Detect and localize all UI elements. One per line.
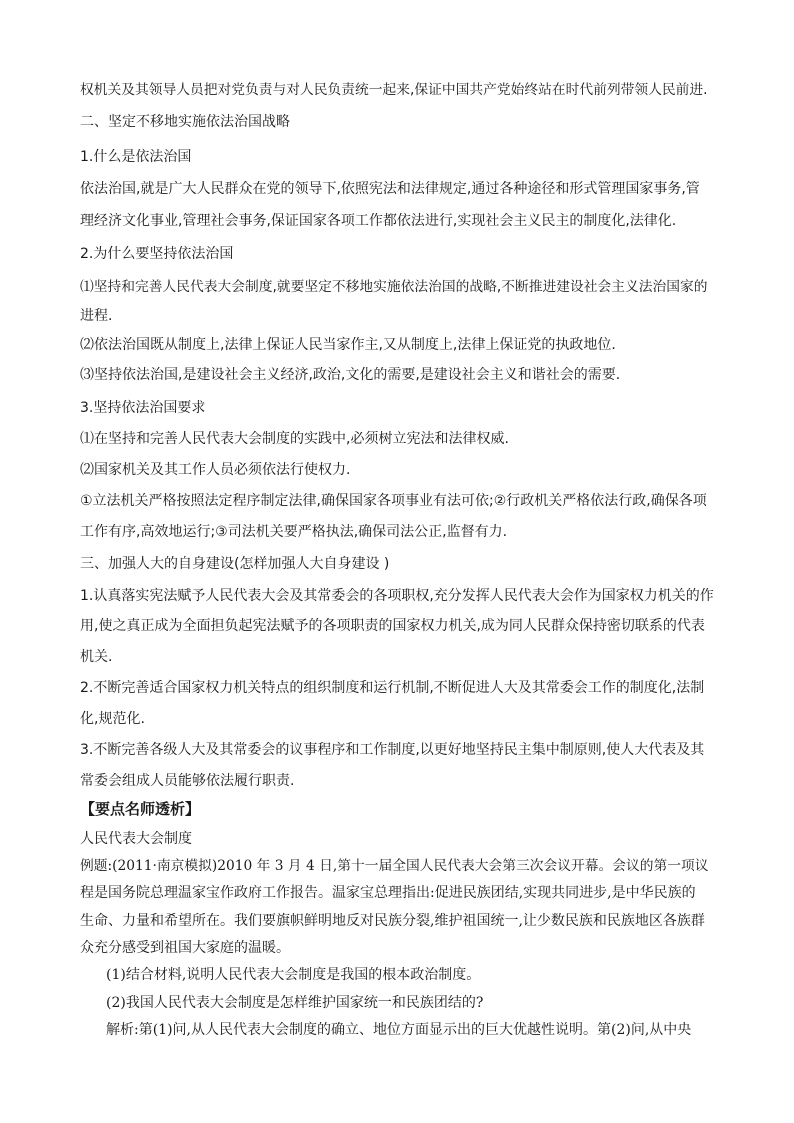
text-line: 机关.: [80, 649, 113, 665]
text-line: ⑵国家机关及其工作人员必须依法行使权力.: [80, 462, 351, 478]
text-line: 权机关及其领导人员把对党负责与对人民负责统一起来,保证中国共产党始终站在时代前列带领人民前进.: [80, 82, 708, 98]
question-item: (1)结合材料,说明人民代表大会制度是我国的根本政治制度。: [106, 967, 481, 983]
text-line: 理经济文化事业,管理社会事务,保证国家各项工作都依法进行,实现社会主义民主的制度化,法律化.: [80, 213, 677, 229]
analysis-line: 解析:第(1)问,从人民代表大会制度的确立、地位方面显示出的巨大优越性说明。第(2)问,从中央: [106, 1022, 692, 1038]
text-line: ⑵依法治国既从制度上,法律上保证人民当家作主,又从制度上,法律上保证党的执政地位.: [80, 337, 616, 353]
topic-title: 人民代表大会制度: [80, 831, 192, 847]
question-item: (2)我国人民代表大会制度是怎样维护国家统一和民族团结的?: [106, 995, 484, 1011]
text-line: 化,规范化.: [80, 711, 145, 727]
text-line: 工作有序,高效地运行;③司法机关要严格执法,确保司法公正,监督有力.: [80, 524, 508, 540]
subsection-heading: 3.坚持依法治国要求: [80, 400, 206, 416]
text-line: 2.不断完善适合国家权力机关特点的组织制度和运行机制,不断促进人大及其常委会工作的制度化,法制: [80, 680, 705, 696]
text-line: 3.不断完善各级人大及其常委会的议事程序和工作制度,以更好地坚持民主集中制原则,使人大代表及其: [80, 742, 705, 758]
text-line: ①立法机关严格按照法定程序制定法律,确保国家各项事业有法可依;②行政机关严格依法行政,确保各项: [80, 493, 707, 509]
text-line: 例题:(2011·南京模拟)2010 年 3 月 4 日,第十一届全国人民代表大会第三次会议开幕。会议的第一项议: [80, 858, 709, 874]
text-line: 生命、力量和希望所在。我们要旗帜鲜明地反对民族分裂,维护祖国统一,让少数民族和民族地区各族群: [80, 913, 705, 929]
highlight-heading: 【要点名师透析】: [80, 800, 201, 818]
subsection-heading: 1.什么是依法治国: [80, 149, 192, 165]
text-line: ⑴在坚持和完善人民代表大会制度的实践中,必须树立宪法和法律权威.: [80, 431, 509, 447]
text-line: 用,使之真正成为全面担负起宪法赋予的各项职责的国家权力机关,成为同人民群众保持密切联系的代表: [80, 618, 705, 634]
text-line: 依法治国,就是广大人民群众在党的领导下,依照宪法和法律规定,通过各种途径和形式管理国家事务,管: [80, 181, 700, 197]
text-line: ⑶坚持依法治国,是建设社会主义经济,政治,文化的需要,是建设社会主义和谐社会的需要.: [80, 367, 621, 383]
subsection-heading: 2.为什么要坚持依法治国: [80, 246, 234, 262]
text-line: 众充分感受到祖国大家庭的温暖。: [80, 940, 290, 956]
text-line: 1.认真落实宪法赋予人民代表大会及其常委会的各项职权,充分发挥人民代表大会作为国家权力机关的作: [80, 588, 714, 604]
text-line: ⑴坚持和完善人民代表大会制度,就要坚定不移地实施依法治国的战略,不断推进建设社会主义法治国家的: [80, 279, 708, 295]
text-line: 常委会组成人员能够依法履行职责.: [80, 773, 295, 789]
section-heading: 三、加强人大的自身建设(怎样加强人大自身建设 ): [80, 556, 390, 572]
text-line: 进程.: [80, 308, 113, 324]
section-heading: 二、坚定不移地实施依法治国战略: [80, 114, 290, 130]
text-line: 程是国务院总理温家宝作政府工作报告。温家宝总理指出:促进民族团结,实现共同进步,是中华民族的: [80, 885, 696, 901]
